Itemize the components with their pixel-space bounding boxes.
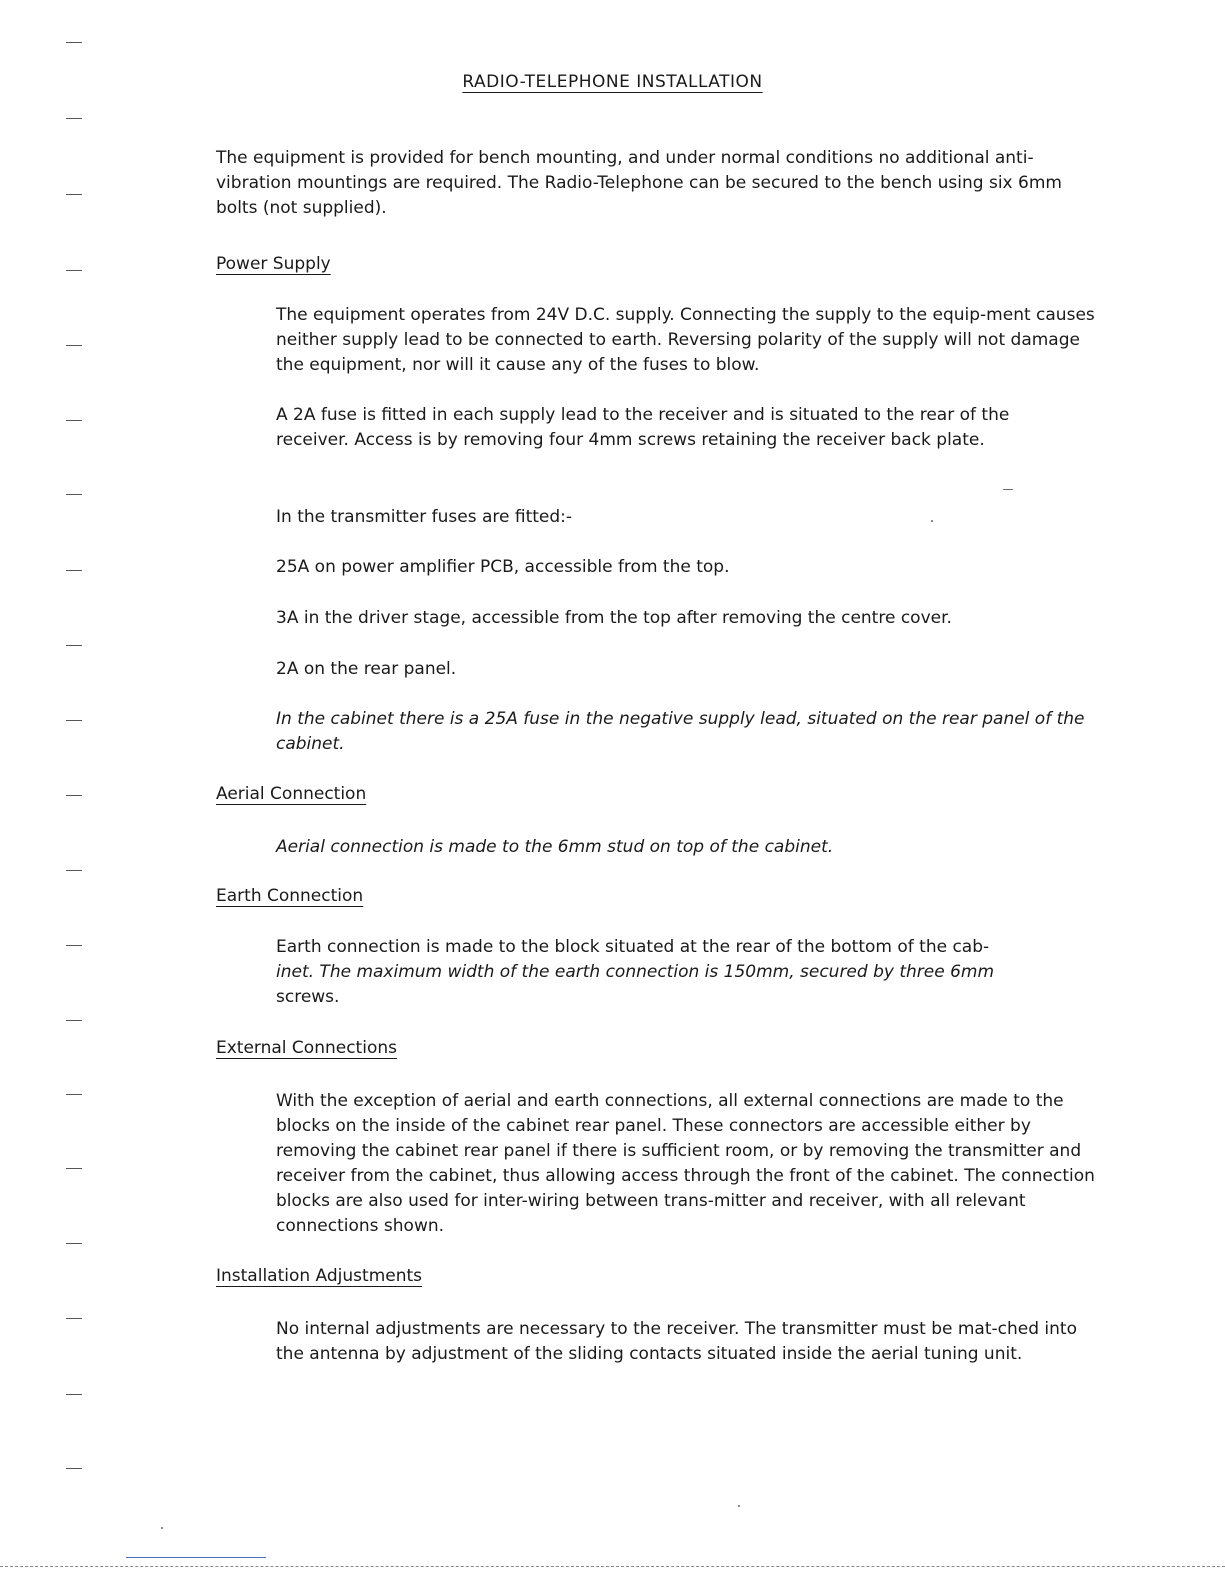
fuse-item-25a: 25A on power amplifier PCB, accessible from the top. <box>276 557 730 577</box>
margin-tick <box>66 345 82 346</box>
margin-tick <box>66 420 82 421</box>
earth-connection-paragraph <box>276 935 1156 1010</box>
page-bottom-edge <box>0 1566 1225 1567</box>
external-connections-paragraph: With the exception of aerial and earth connections, all external connections are made to the blocks on the inside of the cabinet rear panel. These connectors are accessible either by removing the cabinet rear panel if there is sufficient room, or by removing the transmitter and receiver from the cabinet, thus allowing access through the front of the cabinet. The connection blocks are also used for inter-wiring between trans-mitter and receiver, with all relevant connections shown. <box>276 1091 1095 1236</box>
margin-tick <box>66 270 82 271</box>
power-supply-paragraph-2: A 2A fuse is fitted in each supply lead to the receiver and is situated to the rear of the receiver. Access is by removing four 4mm screws retaining the receiver back plate. <box>276 405 1010 450</box>
fuses-intro: In the transmitter fuses are fitted:- <box>276 507 573 527</box>
margin-tick <box>66 1468 82 1469</box>
margin-tick <box>66 1020 82 1021</box>
margin-tick <box>66 720 82 721</box>
aerial-connection-paragraph: Aerial connection is made to the 6mm stud on top of the cabinet. <box>276 837 834 857</box>
margin-tick <box>66 1318 82 1319</box>
margin-tick <box>66 870 82 871</box>
margin-tick <box>66 194 82 195</box>
earth-line-2: inet. The maximum width of the earth connection is 150mm, secured by three 6mm <box>276 962 995 982</box>
cabinet-fuse-paragraph: In the cabinet there is a 25A fuse in the negative supply lead, situated on the rear panel of the cabinet. <box>276 709 1085 754</box>
margin-tick <box>66 645 82 646</box>
margin-tick <box>66 570 82 571</box>
bottom-rule <box>126 1557 266 1558</box>
page-title-text: RADIO-TELEPHONE INSTALLATION <box>462 72 763 92</box>
installation-adjustments-paragraph: No internal adjustments are necessary to the receiver. The transmitter must be mat-ched into the antenna by adjustment of the sliding contacts situated inside the aerial tuning unit. <box>276 1319 1077 1364</box>
margin-tick <box>66 945 82 946</box>
margin-tick <box>66 1243 82 1244</box>
aerial-connection-heading: Aerial Connection <box>216 784 367 804</box>
earth-connection-heading: Earth Connection <box>216 886 364 906</box>
margin-tick <box>66 1094 82 1095</box>
page-title <box>0 72 1225 92</box>
external-connections-heading: External Connections <box>216 1038 397 1058</box>
intro-paragraph: The equipment is provided for bench mounting, and under normal conditions no additional anti-vibration mountings are required. The Radio-Telephone can be secured to the bench using six 6mm bolts (not supplied). <box>216 148 1062 218</box>
margin-tick <box>66 118 82 119</box>
margin-tick <box>66 494 82 495</box>
margin-tick <box>66 795 82 796</box>
installation-adjustments-heading: Installation Adjustments <box>216 1266 423 1286</box>
earth-line-3: screws. <box>276 987 340 1007</box>
power-supply-paragraph-1: The equipment operates from 24V D.C. supply. Connecting the supply to the equip-ment causes neither supply lead to be connected to earth. Reversing polarity of the supply will not damage the equipment, nor will it cause any of the fuses to blow. <box>276 305 1095 375</box>
fuse-item-3a: 3A in the driver stage, accessible from the top after removing the centre cover. <box>276 608 952 628</box>
scan-speck <box>1003 489 1013 490</box>
margin-tick <box>66 42 82 43</box>
fuse-item-2a: 2A on the rear panel. <box>276 659 457 679</box>
scan-speck <box>738 1505 740 1507</box>
margin-tick <box>66 1168 82 1169</box>
power-supply-heading: Power Supply <box>216 254 331 274</box>
margin-tick <box>66 1394 82 1395</box>
earth-line-1: Earth connection is made to the block situated at the rear of the bottom of the cab- <box>276 937 990 957</box>
scan-speck <box>161 1527 163 1529</box>
